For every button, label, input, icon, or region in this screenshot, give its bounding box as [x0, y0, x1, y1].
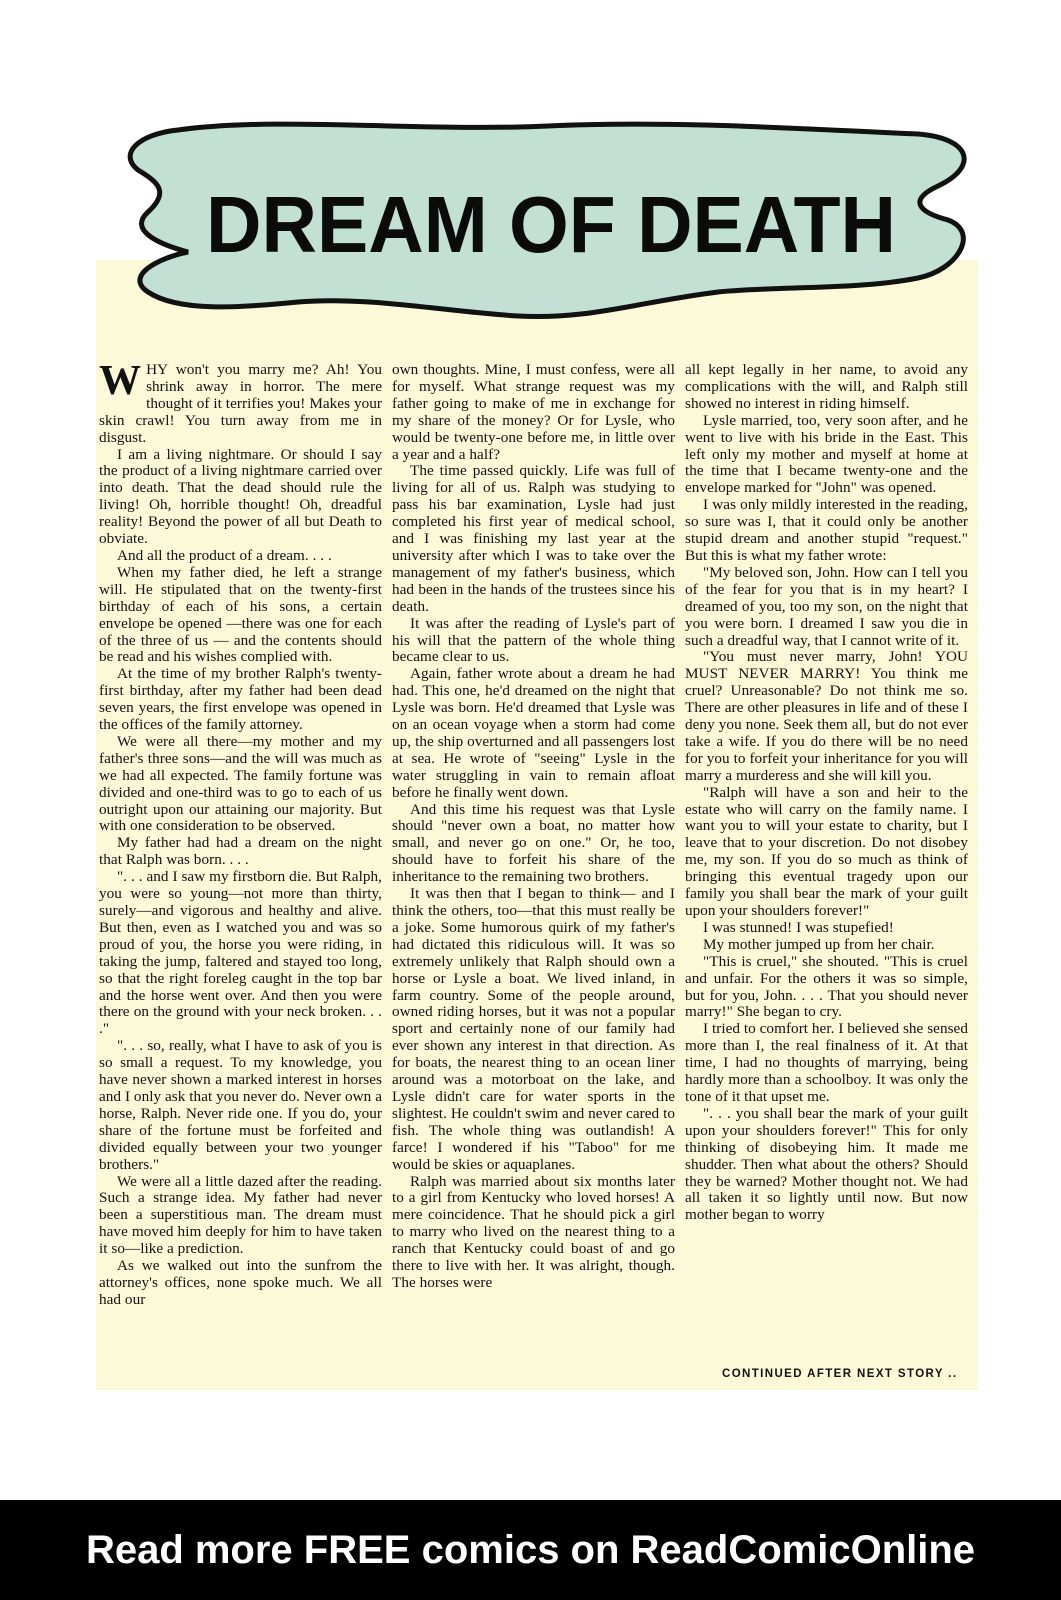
paragraph: "Ralph will have a son and heir to the estate who will carry on the family name. I want you to will your estate to charity, but I leave that to your discretion. Do not disobey me, my son. If you do so much as think of bringing this eventual tragedy upon our family you shall bear the mark of your guilt upon your shoulders forever!": [685, 783, 968, 919]
paragraph: ". . . so, really, what I have to ask of you is so small a request. To my knowledge, you have never shown a marked interest in horses and I only ask that you never do. Never own a horse, Ralph. Never ride one. If you do, your share of the fortune must be forfeited and divided equally between your two younger brothers.": [99, 1037, 382, 1173]
paragraph: As we walked out into the sunfrom the attorney's offices, none spoke much. We all had our: [99, 1257, 382, 1308]
paragraph: I was only mildly interested in the reading, so sure was I, that it could only be another stupid dream and another stupid "request." But this is what my father wrote:: [685, 496, 968, 564]
paragraph-text: HY won't you marry me? Ah! You shrink away in horror. The mere thought of it terrifies you! Makes your skin crawl! You turn away from me in disgust.: [99, 362, 382, 446]
paragraph: "You must never marry, John! YOU MUST NEVER MARRY! You think me cruel? Unreasonable? Do not think me so. There are other pleasures in life and of these I deny you none. Seek them all, but do not ever take a wife. If you do there will be no need for you to forfeit your inheritance for you will marry a murderess and she will kill you.: [685, 648, 968, 784]
paragraph: My mother jumped up from her chair.: [703, 935, 935, 953]
paragraph: My father had had a dream on the night that Ralph was born. . . .: [99, 834, 382, 869]
paragraph: And all the product of a dream. . . .: [117, 546, 332, 564]
column-1: [99, 362, 382, 1394]
paragraph: It was then that I began to think— and I think the others, too—that this must really be a joke. Some humorous quirk of my father's had dictated this ridiculous will. It was so extremely unlikely that Ralph should own a horse or Lysle a boat. We lived inland, in farm country. Some of the people around, owned riding horses, but it was not a popular sport and certainly none of our family had ever shown any interest in that direction. As for boats, the nearest thing to an ocean liner around was a motorboat on the lake, and Lysle didn't care for water sports in the slightest. He couldn't swim and never cared to fish. The whole thing was outlandish! A farce! I wondered if his "Taboo" for me would be skies or aquaplanes.: [392, 885, 675, 1173]
paragraph: I tried to comfort her. I believed she sensed more than I, the real finalness of it. At that time, I had no thoughts of marrying, being hardly more than a schoolboy. It was only the tone of it that upset me.: [685, 1020, 968, 1105]
title-banner: [118, 120, 984, 325]
paragraph: The time passed quickly. Life was full of living for all of us. Ralph was studying to pass his bar examination, Lysle had just completed his first year of medical school, and I was finishing my last year at the university after which I was to take over the management of my father's business, which had been in the hands of the trustees since his death.: [392, 462, 675, 615]
paragraph: "This is cruel," she shouted. "This is cruel and unfair. For the others it was so simple, but for you, John. . . . That you should never marry!" She began to cry.: [685, 952, 968, 1021]
promo-footer[interactable]: [0, 1500, 1061, 1600]
paragraph: all kept legally in her name, to avoid any complications with the will, and Ralph still showed no interest in riding himself.: [685, 362, 968, 412]
drop-cap: W: [99, 362, 142, 404]
paragraph: It was after the reading of Lysle's part of his will that the pattern of the whole thing became clear to us.: [392, 614, 675, 666]
paragraph: Again, father wrote about a dream he had had. This one, he'd dreamed on the night that Lysle was born. He'd dreamed that Lysle was on an ocean voyage when a storm had come up, the ship overturned and all passengers lost at sea. He wrote of "seeing" Lysle in the water struggling in vain to remain afloat before he finally went down.: [392, 665, 675, 801]
column-3: [685, 362, 968, 1394]
paragraph: When my father died, he left a strange will. He stipulated that on the twenty-first birthday of each of his sons, a certain envelope be opened —there was one for each of the three of us — and the contents should be read and his wishes complied with.: [99, 563, 382, 666]
paragraph: ". . . and I saw my firstborn die. But Ralph, you were so young—not more than thirty, surely—and vigorous and healthy and alive. But then, even as I watched you and was so proud of you, the horse you were riding, in taking the jump, faltered and stayed too long, so that the right foreleg caught in the top bar and the horse went over. And then you were there on the ground with your neck broken. . . .": [99, 868, 382, 1038]
paragraph: And this time his request was that Lysle should "never own a boat, no matter how small, and never go on one." Or, he too, should have to forfeit his share of the inheritance to the remaining two brothers.: [392, 800, 675, 886]
paragraph: ". . . you shall bear the mark of your guilt upon your shoulders forever!" This for only thinking of disobeying him. It made me shudder. Then what about the others? Should they be warned? Mother thought not. We had all taken it so lightly until now. But now mother began to worry: [685, 1104, 968, 1224]
paragraph: We were all there—my mother and my father's three sons—and the will was much as we had all expected. The family fortune was divided and one-third was to go to each of us outright upon our attaining our majority. But with one consideration to be observed.: [99, 732, 382, 835]
paragraph: I was stunned! I was stupefied!: [703, 918, 894, 936]
title-cloud-shape: [118, 120, 984, 325]
paragraph: [99, 362, 382, 447]
paragraph: "My beloved son, John. How can I tell you of the fear for you that is in my heart? I dreamed of you, too my son, on the night that you were born. I dreamed I saw you die in such a dreadful way, that I cannot write of it.: [685, 563, 968, 649]
paragraph: own thoughts. Mine, I must confess, were all for myself. What strange request was my father going to make of me in exchange for my share of the money? Or for Lysle, who would be twenty-one before me, in little over a year and a half?: [392, 362, 675, 463]
promo-link[interactable]: Read more FREE comics on ReadComicOnline: [85, 1527, 976, 1572]
column-2: [392, 362, 675, 1394]
continued-note: CONTINUED AFTER NEXT STORY ..: [722, 1368, 958, 1380]
story-text: [96, 362, 978, 1394]
paragraph: We were all a little dazed after the reading. Such a strange idea. My father had never been a superstitious man. The dream must have moved him deeply for him to have taken it so—like a prediction.: [99, 1172, 382, 1258]
story-title: DREAM OF DEATH: [206, 180, 896, 269]
paragraph: Lysle married, too, very soon after, and he went to live with his bride in the East. This left only my mother and myself at home at the time that I became twenty-one and the envelope marked for "John" was opened.: [685, 411, 968, 497]
paragraph: At the time of my brother Ralph's twenty-first birthday, after my father had been dead seven years, the first envelope was opened in the offices of the family attorney.: [99, 665, 382, 734]
paragraph: I am a living nightmare. Or should I say the product of a living nightmare carried over into death. That the dead should rule the living! Oh, horrible thought! Oh, dreadful reality! Beyond the power of all but Death to obviate.: [99, 445, 382, 548]
paragraph: Ralph was married about six months later to a girl from Kentucky who loved horses! A mere coincidence. That he should pick a girl to marry who lived on the nearest thing to a ranch that Kentucky could boast of and go there to live with her. It was alright, though. The horses were: [392, 1172, 675, 1291]
